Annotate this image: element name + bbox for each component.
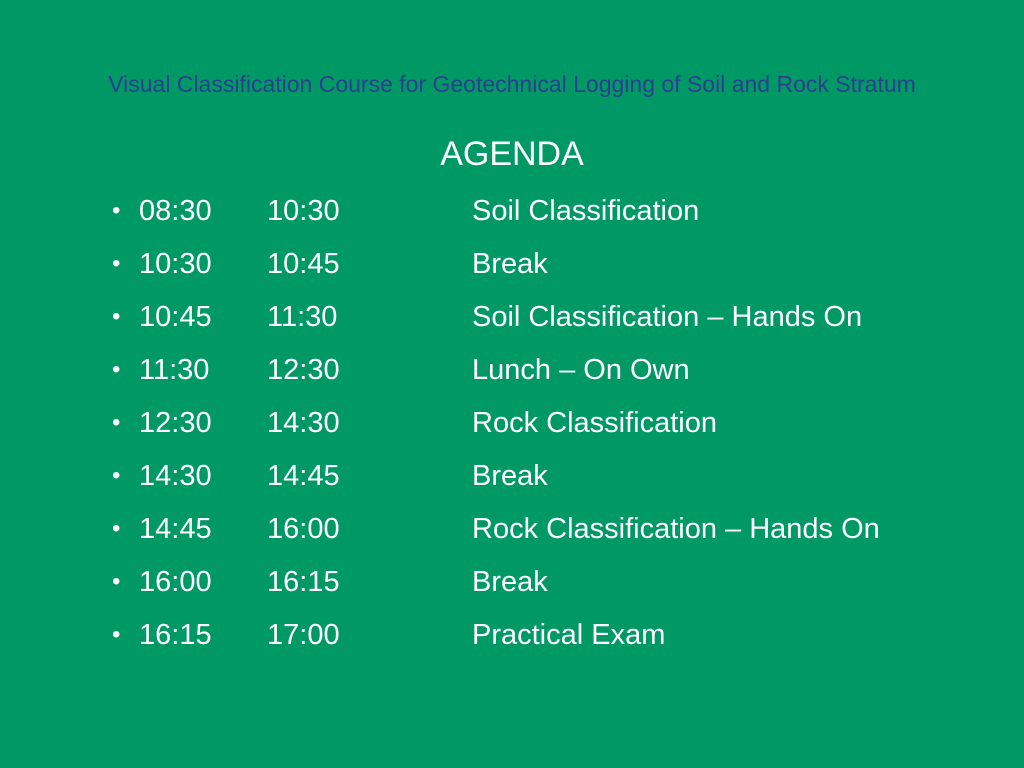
slide-title: Visual Classification Course for Geotechnical Logging of Soil and Rock Stratum xyxy=(108,71,916,97)
bullet-icon: • xyxy=(112,356,121,383)
start-time: 10:30 xyxy=(139,248,212,280)
end-time: 14:30 xyxy=(267,407,340,439)
activity: Break xyxy=(472,566,548,598)
start-time: 08:30 xyxy=(139,195,212,227)
activity: Break xyxy=(472,460,548,492)
bullet-icon: • xyxy=(112,303,121,330)
activity: Lunch – On Own xyxy=(472,354,690,386)
end-time: 10:30 xyxy=(267,195,340,227)
start-time: 12:30 xyxy=(139,407,212,439)
start-time: 11:30 xyxy=(139,354,210,386)
end-time: 14:45 xyxy=(267,460,340,492)
bullet-icon: • xyxy=(112,250,121,277)
bullet-icon: • xyxy=(112,462,121,489)
end-time: 12:30 xyxy=(267,354,340,386)
activity: Rock Classification xyxy=(472,407,717,439)
bullet-icon: • xyxy=(112,197,121,224)
activity: Break xyxy=(472,248,548,280)
end-time: 11:30 xyxy=(267,301,338,333)
activity: Practical Exam xyxy=(472,619,666,651)
start-time: 16:15 xyxy=(139,619,212,651)
start-time: 16:00 xyxy=(139,566,212,598)
end-time: 10:45 xyxy=(267,248,340,280)
activity: Rock Classification – Hands On xyxy=(472,513,880,545)
end-time: 17:00 xyxy=(267,619,340,651)
agenda-heading: AGENDA xyxy=(440,135,584,173)
activity: Soil Classification xyxy=(472,195,700,227)
start-time: 14:30 xyxy=(139,460,212,492)
activity: Soil Classification – Hands On xyxy=(472,301,863,333)
bullet-icon: • xyxy=(112,409,121,436)
bullet-icon: • xyxy=(112,621,121,648)
start-time: 14:45 xyxy=(139,513,212,545)
start-time: 10:45 xyxy=(139,301,212,333)
bullet-icon: • xyxy=(112,568,121,595)
end-time: 16:15 xyxy=(267,566,340,598)
bullet-icon: • xyxy=(112,515,121,542)
end-time: 16:00 xyxy=(267,513,340,545)
